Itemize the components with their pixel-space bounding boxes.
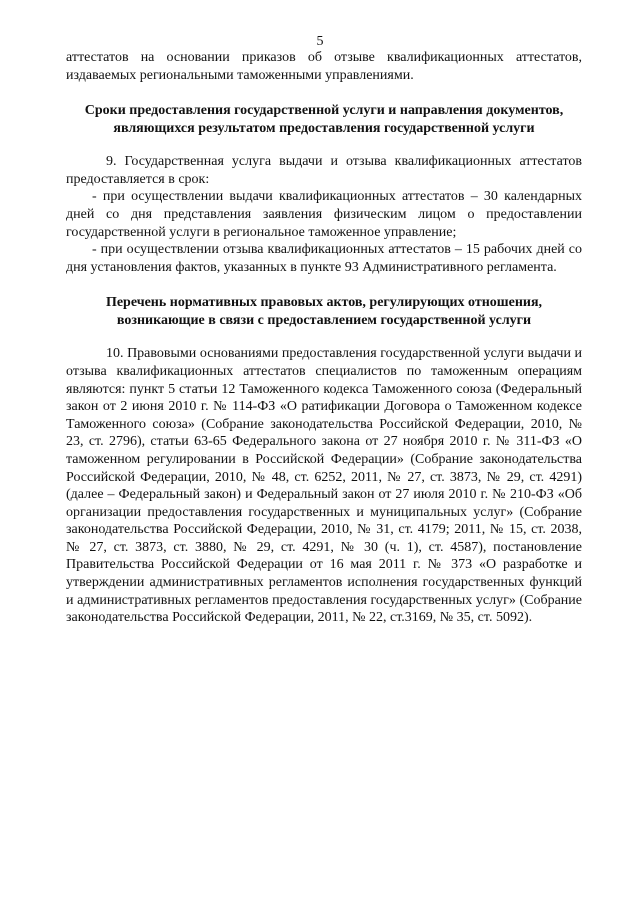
spacer [66,330,582,345]
list-item-issue-term: - при осуществлении выдачи квалификационных аттестатов – 30 календарных дней со дня представления заявления физическим лицом о предоставлении государственной услуги в региональное таможенное управление; [66,189,582,240]
page-number: 5 [316,34,324,49]
page-content [66,49,582,627]
section-heading-legal-acts: Перечень нормативных правовых актов, регулирующих отношения, возникающие в связи с предоставлением государственной услуги [105,295,543,329]
spacer [66,138,582,153]
section-heading-terms: Сроки предоставления государственной услуги и направления документов, являющихся результатом предоставления государственной услуги [84,103,564,137]
spacer [66,276,582,294]
intro-paragraph: аттестатов на основании приказов об отзыве квалификационных аттестатов, издаваемых региональными таможенными управлениями. [66,50,582,83]
list-item-revoke-term: - при осуществлении отзыва квалификационных аттестатов – 15 рабочих дней со дня установления фактов, указанных в пункте 93 Административного регламента. [66,242,582,275]
spacer [66,84,582,102]
paragraph-9: 9. Государственная услуга выдачи и отзыва квалификационных аттестатов предоставляется в срок: [66,154,582,187]
paragraph-10: 10. Правовыми основаниями предоставления государственной услуги выдачи и отзыва квалификационных аттестатов специалистов по таможенным операциям являются: пункт 5 статьи 12 Таможенного кодекса Таможенного союза (Федеральный закон от 2 июня 2010 г. № 114-ФЗ «О ратификации Договора о Таможенном кодексе Таможенного союза» (Собрание законодательства Российской Федерации, 2010, № 23, ст. 2796), статьи 63-65 Федерального закона от 27 ноября 2010 г. № 311-ФЗ «О таможенном регулировании в Российской Федерации» (Собрание законодательства Российской Федерации, 2010, № 48, ст. 6252, 2011, № 27, ст. 3873, № 29, ст. 4291) (далее – Федеральный закон) и Федеральный закон от 27 июля 2010 г. № 210-ФЗ «Об организации предоставления государственных и муниципальных услуг» (Собрание законодательства Российской Федерации, 2010, № 31, ст. 4179; 2011, № 15, ст. 2038, № 27, ст. 3873, ст. 3880, № 29, ст. 4291, № 30 (ч. 1), ст. 4587), постановление Правительства Российской Федерации от 16 мая 2011 г. № 373 «О разработке и утверждении административных регламентов исполнения государственных функций и административных регламентов предоставления государственных услуг» (Собрание законодательства Российской Федерации, 2011, № 22, ст.3169, № 35, ст. 5092). [66,346,582,626]
